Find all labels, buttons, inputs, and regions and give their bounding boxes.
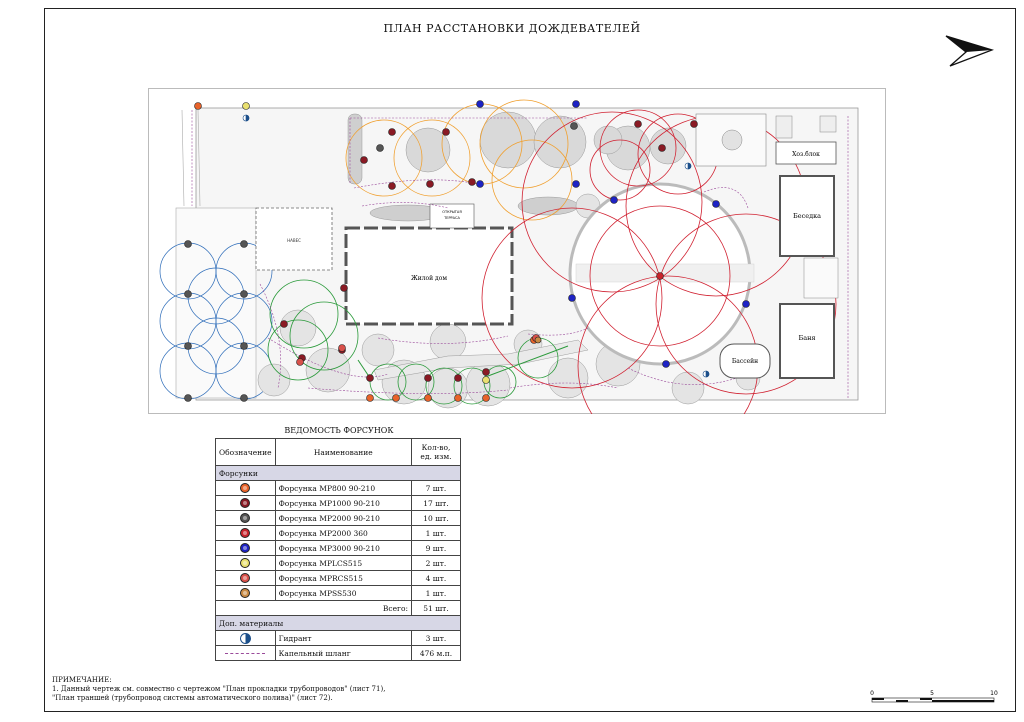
nozzle-name: Форсунка MP2000 360 — [275, 526, 411, 541]
nozzle-mp2000-360 — [657, 273, 664, 280]
nozzle-qty: 1 шт. — [412, 526, 461, 541]
nozzle-symbol-icon — [240, 528, 250, 538]
drip-hose-icon — [225, 653, 265, 654]
total-label: Всего: — [216, 601, 412, 616]
section-extras: Доп. материалы — [216, 616, 461, 631]
page-title: ПЛАН РАССТАНОВКИ ДОЖДЕВАТЕЛЕЙ — [383, 22, 641, 35]
col-header-name: Наименование — [275, 439, 411, 466]
house-label: Жилой дом — [410, 275, 448, 282]
nozzle-symbol-icon — [240, 588, 250, 598]
col-header-qty: Кол-во, ед. изм. — [412, 439, 461, 466]
terrace-label-2: ТЕРРАСА — [444, 216, 460, 220]
notes-line-1: 1. Данный чертеж см. совместно с чертежом "План прокладки трубопроводов" (лист 71), — [52, 685, 386, 693]
scale-tick-5: 5 — [930, 690, 934, 697]
table-row — [216, 646, 461, 661]
gazebo — [780, 176, 834, 256]
extra-name: Гидрант — [275, 631, 411, 646]
nozzle-qty: 7 шт. — [412, 481, 461, 496]
nozzle-qty: 1 шт. — [412, 586, 461, 601]
bath-label: Баня — [798, 334, 816, 342]
nozzle-name: Форсунка MP800 90-210 — [275, 481, 411, 496]
extra-name: Капельный шланг — [275, 646, 411, 661]
hoz-block-label: Хоз.блок — [792, 151, 820, 158]
gazebo-label: Беседка — [792, 212, 822, 220]
nozzle-name: Форсунка MPRCS515 — [275, 571, 411, 586]
nozzle-qty: 4 шт. — [412, 571, 461, 586]
hoz-block — [776, 142, 836, 164]
site-plan — [148, 88, 886, 414]
table-row — [216, 586, 461, 601]
notes-heading: ПРИМЕЧАНИЕ: — [52, 676, 112, 684]
table-row — [216, 481, 461, 496]
nozzle-symbol-icon — [240, 483, 250, 493]
total-value: 51 шт. — [412, 601, 461, 616]
table-row — [216, 571, 461, 586]
table-row — [216, 496, 461, 511]
nozzle-symbol-icon — [240, 513, 250, 523]
table-row — [216, 556, 461, 571]
nozzle-mpss530 — [535, 337, 541, 343]
nozzle-name: Форсунка MPLCS515 — [275, 556, 411, 571]
table-row — [216, 541, 461, 556]
nozzle-name: Форсунка MPSS530 — [275, 586, 411, 601]
nozzle-qty: 17 шт. — [412, 496, 461, 511]
terrace-label-1: ОТКРЫТАЯ — [442, 210, 462, 214]
nozzle-name: Форсунка MP1000 90-210 — [275, 496, 411, 511]
bath — [780, 304, 834, 378]
nozzle-qty: 10 шт. — [412, 511, 461, 526]
nozzle-symbol-icon — [240, 498, 250, 508]
extra-qty: 3 шт. — [412, 631, 461, 646]
table-row — [216, 631, 461, 646]
naves-label: НАВЕС — [287, 238, 301, 243]
nozzle-name: Форсунка MP2000 90-210 — [275, 511, 411, 526]
table-row — [216, 526, 461, 541]
scale-bar — [868, 688, 998, 710]
extra-qty: 476 м.п. — [412, 646, 461, 661]
scale-tick-10: 10 — [990, 690, 998, 697]
scale-tick-0: 0 — [870, 690, 874, 697]
nozzle-symbol-icon — [240, 573, 250, 583]
legend-table — [215, 438, 461, 661]
pool — [720, 344, 770, 378]
total-row — [216, 601, 461, 616]
nozzle-symbol-icon — [240, 558, 250, 568]
pool-label: Бассейн — [731, 358, 759, 365]
legend-table-title: ВЕДОМОСТЬ ФОРСУНОК — [284, 426, 394, 435]
notes-line-2: "План траншей (трубопровод системы автоматического полива)" (лист 72). — [52, 694, 333, 702]
nozzle-qty: 2 шт. — [412, 556, 461, 571]
section-nozzles: Форсунки — [216, 466, 461, 481]
nozzle-symbol-icon — [240, 543, 250, 553]
nozzle-qty: 9 шт. — [412, 541, 461, 556]
north-arrow-icon — [944, 30, 994, 70]
table-row — [216, 511, 461, 526]
col-header-symbol: Обозначение — [216, 439, 276, 466]
notes — [52, 676, 385, 703]
nozzle-name: Форсунка MP3000 90-210 — [275, 541, 411, 556]
hydrant-icon — [240, 633, 251, 644]
